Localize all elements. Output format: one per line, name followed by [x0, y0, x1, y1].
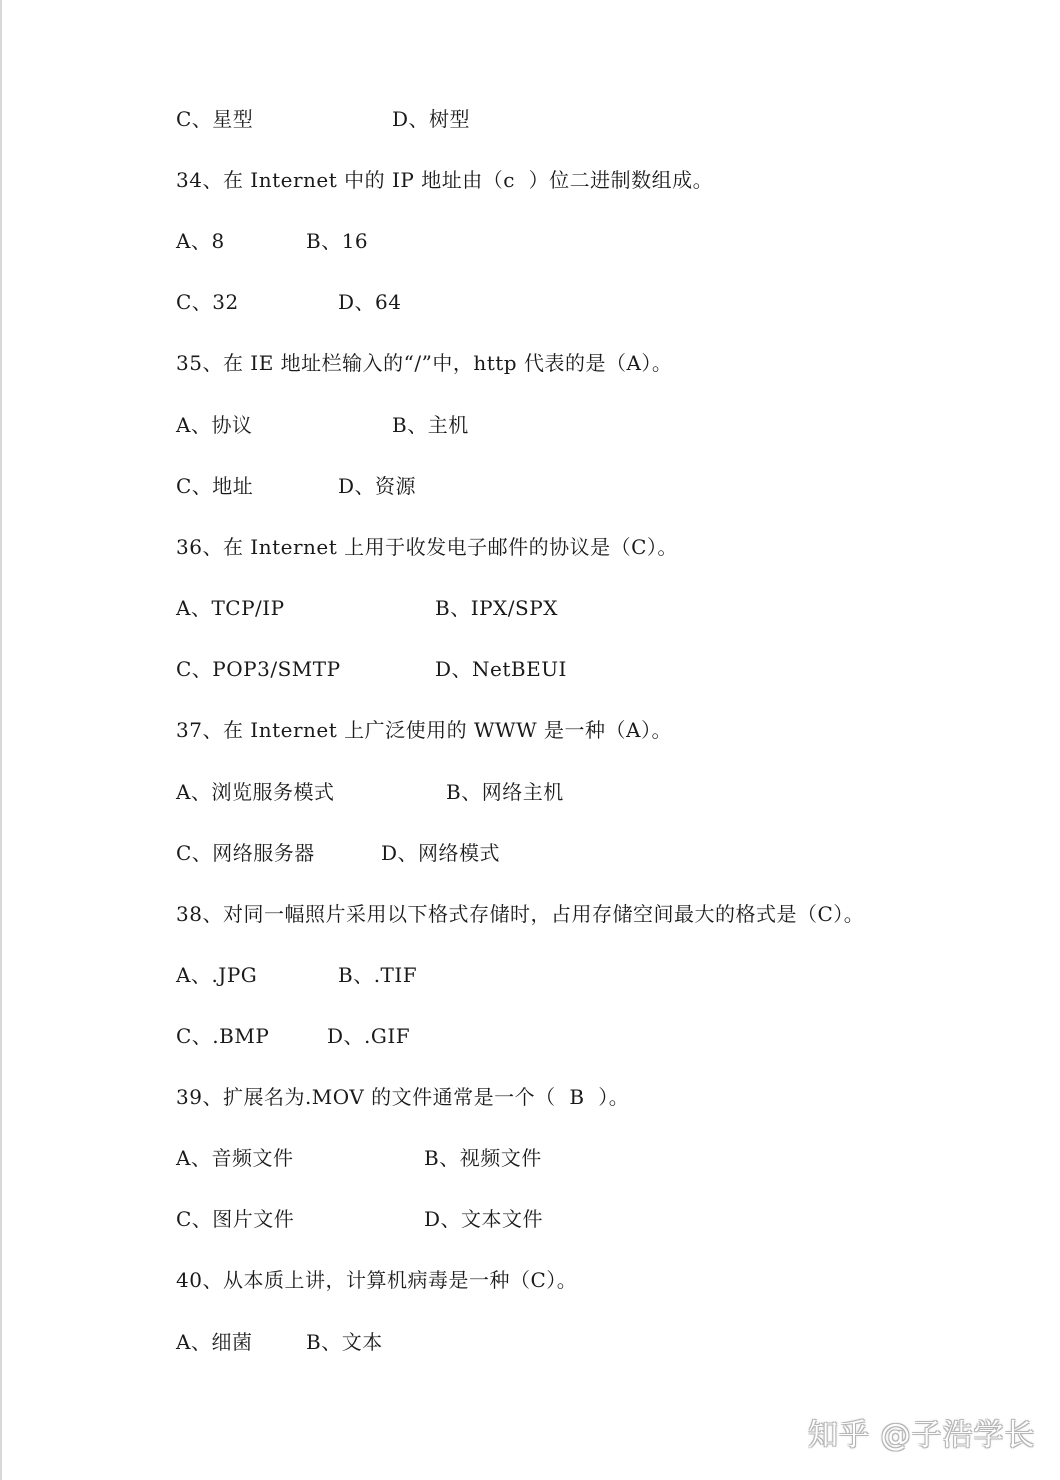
- option-a: A、协议: [176, 413, 253, 437]
- option-c: C、地址: [176, 474, 254, 498]
- question-35: 35、在 IE 地址栏输入的“/”中，http 代表的是（A）。: [176, 351, 673, 375]
- page-left-edge: [0, 0, 2, 1480]
- option-c: C、32: [176, 290, 239, 314]
- question-37: 37、在 Internet 上广泛使用的 WWW 是一种（A）。: [176, 718, 672, 742]
- question-34: 34、在 Internet 中的 IP 地址由（c ）位二进制数组成。: [176, 168, 714, 192]
- option-d: D、树型: [392, 107, 471, 131]
- option-a: A、浏览服务模式: [176, 780, 335, 804]
- question-40: 40、从本质上讲，计算机病毒是一种（C）。: [176, 1268, 578, 1292]
- option-b: B、主机: [392, 413, 469, 437]
- question-39: 39、扩展名为.MOV 的文件通常是一个（ B ）。: [176, 1085, 630, 1109]
- option-row: [176, 1330, 383, 1402]
- question-36: 36、在 Internet 上用于收发电子邮件的协议是（C）。: [176, 535, 678, 559]
- option-a: A、音频文件: [176, 1146, 294, 1170]
- option-b: B、视频文件: [424, 1146, 542, 1170]
- option-b: B、16: [306, 229, 369, 253]
- option-c: C、网络服务器: [176, 841, 315, 865]
- option-a: A、TCP/IP: [176, 596, 285, 620]
- option-b: B、文本: [306, 1330, 383, 1354]
- option-c: C、图片文件: [176, 1207, 295, 1231]
- option-a: A、8: [176, 229, 225, 253]
- option-d: D、资源: [338, 474, 417, 498]
- option-a: A、.JPG: [176, 963, 258, 987]
- option-c: C、星型: [176, 107, 254, 131]
- option-c: C、POP3/SMTP: [176, 657, 341, 681]
- option-c: C、.BMP: [176, 1024, 270, 1048]
- option-b: B、IPX/SPX: [435, 596, 558, 620]
- option-b: B、.TIF: [338, 963, 418, 987]
- option-d: D、64: [338, 290, 402, 314]
- option-d: D、网络模式: [381, 841, 501, 865]
- option-d: D、.GIF: [327, 1024, 411, 1048]
- option-b: B、网络主机: [446, 780, 564, 804]
- zhihu-watermark: 知乎 @子浩学长: [808, 1418, 1036, 1453]
- option-d: D、NetBEUI: [435, 657, 567, 681]
- question-38: 38、对同一幅照片采用以下格式存储时，占用存储空间最大的格式是（C）。: [176, 902, 865, 926]
- option-d: D、文本文件: [424, 1207, 544, 1231]
- option-a: A、细菌: [176, 1330, 253, 1354]
